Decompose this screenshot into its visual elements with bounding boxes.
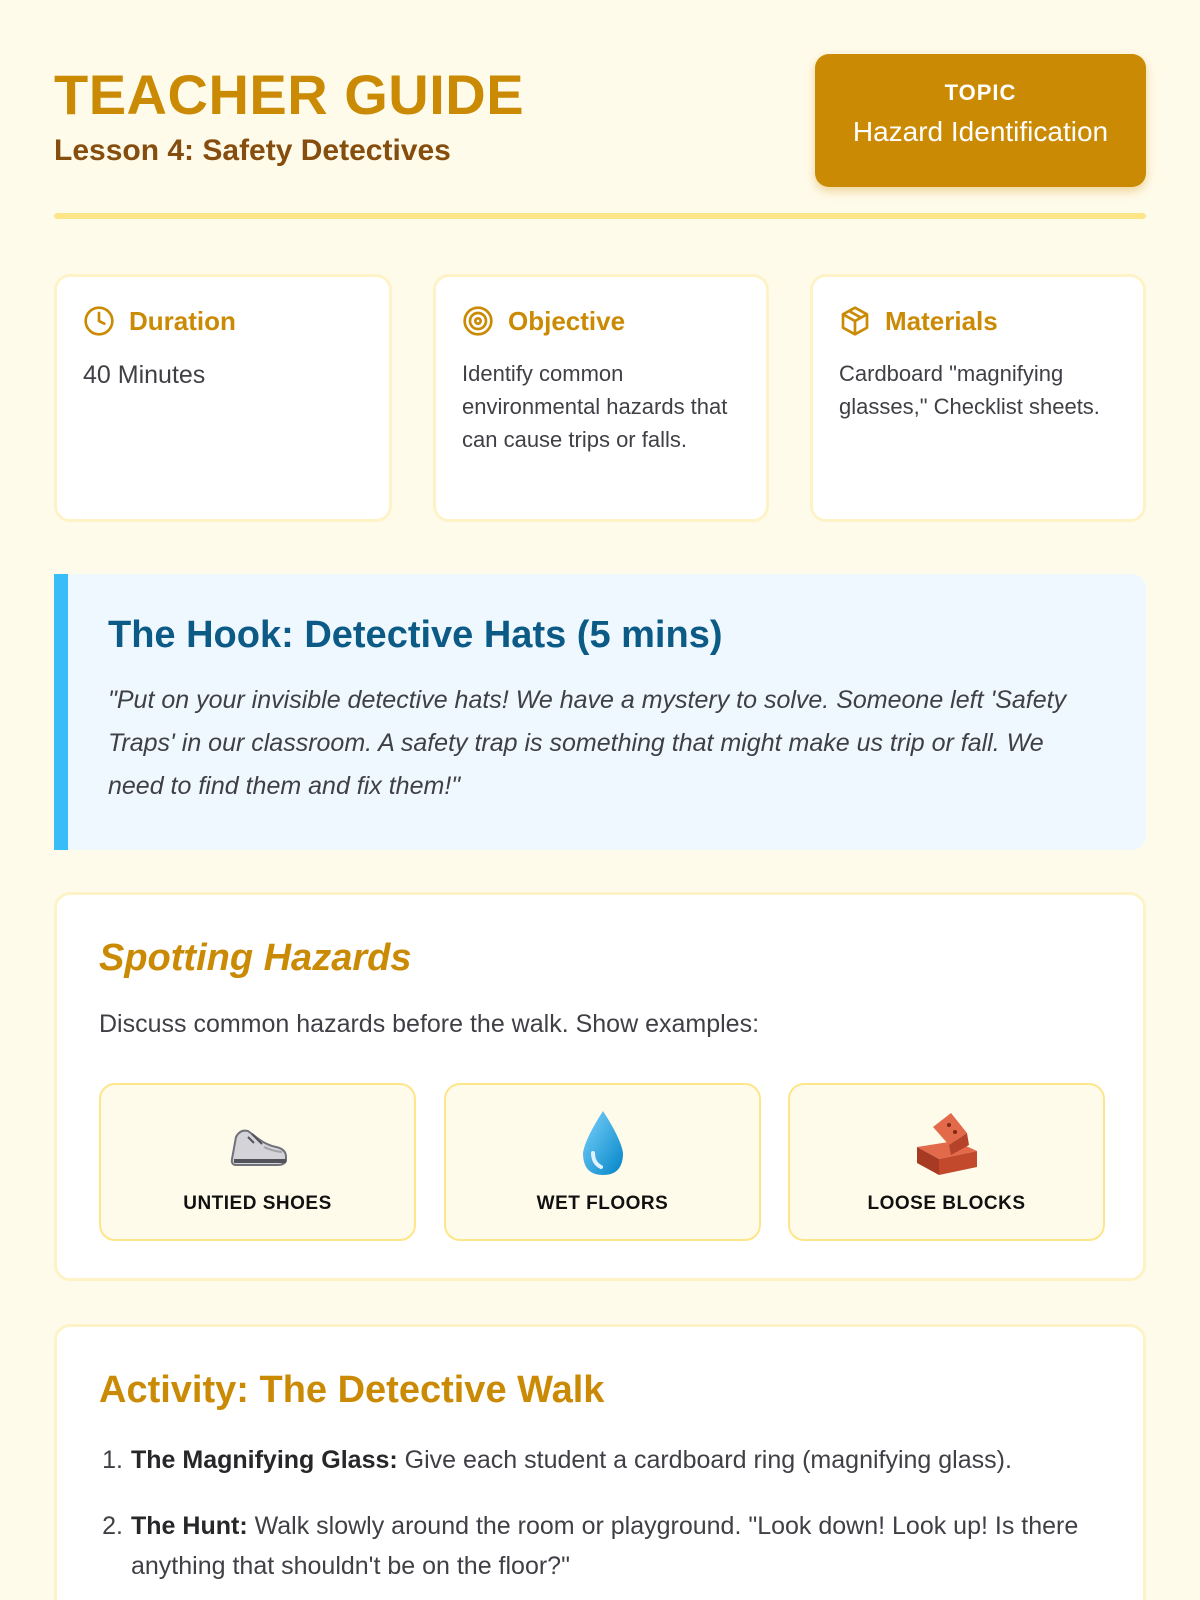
step-text: Walk slowly around the room or playground. "Look down! Look up! Is there anything that shouldn't be on the floor?" [131,1512,1079,1580]
hazards-intro: Discuss common hazards before the walk. Show examples: [99,1010,760,1038]
package-icon [839,305,871,337]
activity-section [54,1324,1146,1600]
objective-text: Identify common environmental hazards that can cause trips or falls. [462,361,728,452]
hazard-label: WET FLOORS [536,1193,669,1214]
objective-card [433,274,769,522]
materials-text: Cardboard "magnifying glasses," Checklist sheets. [839,361,1100,419]
hazard-label: LOOSE BLOCKS [867,1193,1026,1214]
hook-title: The Hook: Detective Hats (5 mins) [108,614,723,656]
water-drop-icon [567,1107,639,1179]
hazard-label: UNTIED SHOES [183,1193,332,1214]
materials-title: Materials [885,305,998,336]
topic-label: TOPIC [944,80,1017,105]
step-title: The Magnifying Glass: [131,1446,398,1474]
activity-title: Activity: The Detective Walk [99,1369,605,1411]
duration-card [54,274,392,522]
topic-value: Hazard Identification [852,116,1109,147]
activity-step [99,1506,1101,1586]
activity-step [99,1440,1101,1480]
hook-section [54,574,1146,850]
hazard-card-wet-floors [444,1083,761,1241]
step-title: The Hunt: [131,1512,248,1540]
hazard-card-loose-blocks [788,1083,1105,1241]
step-text: Give each student a cardboard ring (magnifying glass). [397,1446,1012,1474]
lesson-subtitle: Lesson 4: Safety Detectives [54,134,451,167]
hazards-title: Spotting Hazards [99,937,412,979]
materials-card [810,274,1146,522]
duration-value: 40 Minutes [83,361,206,389]
spotting-hazards-section [54,892,1146,1281]
clock-icon [83,305,115,337]
sneaker-icon [222,1107,294,1179]
step-number: 2. [102,1512,123,1540]
page-title: TEACHER GUIDE [54,63,525,126]
duration-title: Duration [129,305,236,336]
target-icon [462,305,494,337]
header-divider [54,213,1146,219]
info-cards [54,274,1146,522]
header [54,0,1146,222]
objective-title: Objective [508,305,626,336]
hook-quote: "Put on your invisible detective hats! We have a mystery to solve. Someone left 'Safety Traps' in our classroom. A safety trap is something that might make us trip or fall. We need to find them and fix them!" [108,686,1067,800]
activity-steps [99,1440,1101,1586]
topic-badge [815,54,1146,187]
hazard-card-untied-shoes [99,1083,416,1241]
step-number: 1. [102,1446,123,1474]
bricks-icon [911,1107,983,1179]
hazard-examples [99,1083,1101,1241]
